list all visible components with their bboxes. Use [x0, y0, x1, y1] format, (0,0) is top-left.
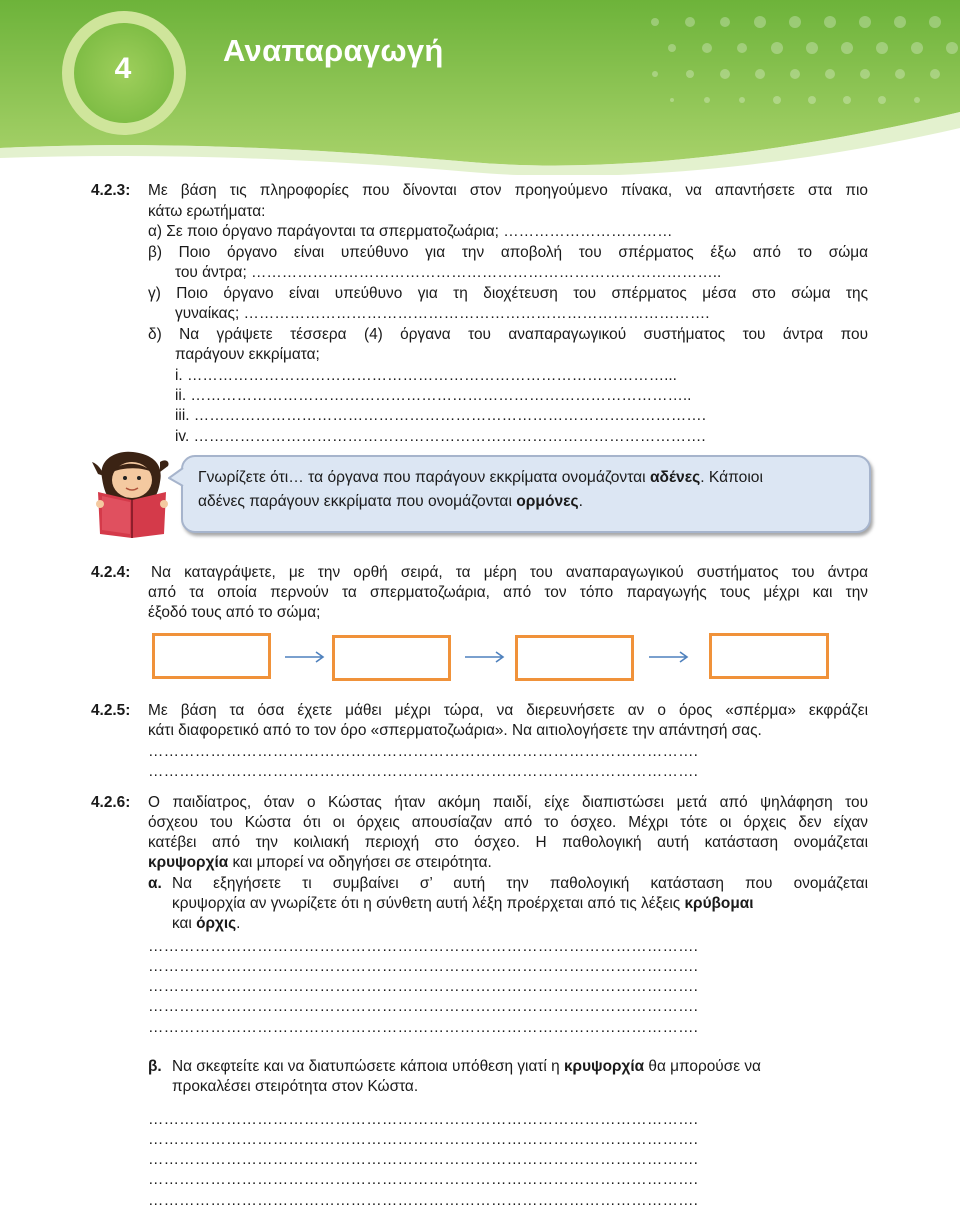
- term-orchis: όρχις: [196, 915, 237, 932]
- answer-line[interactable]: …………………………………………………………………………………………….: [148, 1131, 699, 1148]
- term-cryptorchidism: κρυψορχία: [148, 854, 229, 871]
- q426-b-line-1: [172, 1057, 761, 1078]
- reading-girl-illustration: [88, 448, 174, 538]
- answer-line[interactable]: …………………………………………………………………………………………….: [148, 1019, 699, 1036]
- callout-text: [198, 466, 763, 514]
- q426-line-3: κατέβει από την κοιλιακή περιοχή στο όσχεο. Η παθολογική αυτή κατάσταση ονομάζεται: [148, 834, 868, 851]
- term-cryptorchidism: κρυψορχία: [563, 1058, 645, 1075]
- term-kryvomai: κρύβομαι: [684, 895, 754, 912]
- answer-line[interactable]: …………………………………………………………………………………………….: [148, 1192, 699, 1209]
- sequence-box-2[interactable]: [332, 635, 451, 681]
- q423-part-b-line-2: του άντρα; ………………………………………………………………………………..: [175, 264, 722, 281]
- callout-line-1-end: . Κάποιοι: [700, 469, 763, 486]
- header-banner: [0, 0, 960, 175]
- sequence-box-1[interactable]: [152, 633, 271, 679]
- callout-line-1: [198, 466, 763, 490]
- callout-line-2: [198, 490, 763, 514]
- arrow-right-icon: [464, 650, 506, 664]
- callout-line-2-end: .: [578, 493, 584, 510]
- callout-line-2-text: αδένες παράγουν εκκρίματα που ονομάζονται: [198, 493, 517, 510]
- q426-a-line-3: [172, 914, 240, 935]
- callout-line-1-text: Γνωρίζετε ότι… τα όργανα που παράγουν εκκρίματα ονομάζονται: [198, 469, 650, 486]
- part-a-label: α.: [148, 875, 162, 892]
- q423-part-c-line-2: γυναίκας; ……………………………………………………………………………….: [175, 305, 710, 322]
- q423-intro-line-1: Με βάση τις πληροφορίες που δίνονται στον προηγούμενο πίνακα, να απαντήσετε στα πιο: [148, 182, 868, 199]
- sequence-box-4[interactable]: [709, 633, 829, 679]
- q424-line-2: από τα οποία περνούν τα σπερματοζωάρια, από τον τόπο παραγωγής τους μέχρι και την: [148, 584, 868, 601]
- q426-a-line-2: [172, 894, 753, 915]
- answer-line-ii[interactable]: ii. ……………………………………………………………………………………..: [175, 387, 692, 404]
- callout-keyword-hormones: ορμόνες: [516, 493, 579, 510]
- answer-line[interactable]: …………………………………………………………………………………………….: [148, 978, 699, 995]
- q423-part-c-line-1: γ) Ποιο όργανο είναι υπεύθυνο για τη διοχέτευση του σπέρματος μέσα στο σώμα της: [148, 285, 868, 302]
- q423-part-b-line-1: β) Ποιο όργανο είναι υπεύθυνο για την αποβολή του σπέρματος έξω από το σώμα: [148, 244, 868, 261]
- answer-line-i[interactable]: i. …………………………………………………………………………………...: [175, 367, 677, 384]
- arrow-right-icon: [284, 650, 326, 664]
- q423-part-a: α) Σε ποιο όργανο παράγονται τα σπερματοζωάρια; ……………………………: [148, 223, 673, 240]
- q426-a-line-3-end: .: [236, 915, 241, 932]
- chapter-number: 4: [114, 52, 132, 85]
- q426-line-2: όσχεου του Κώστα ότι οι όρχεις απουσίαζαν από το όσχεο. Μέχρι τότε οι όρχεις δεν είχαν: [148, 814, 868, 831]
- q424-line-1: Να καταγράψετε, με την ορθή σειρά, τα μέρη του αναπαραγωγικού συστήματος του άντρα: [151, 564, 868, 581]
- q424-line-3: έξοδό τους από το σώμα;: [148, 604, 321, 621]
- q423-part-d-line-2: παράγουν εκκρίματα;: [175, 346, 320, 363]
- question-number-4-2-3: 4.2.3:: [91, 182, 131, 199]
- chapter-title: Αναπαραγωγή: [223, 33, 444, 68]
- q426-line-4: [148, 853, 492, 874]
- q426-line-4-text: και μπορεί να οδηγήσει σε στειρότητα.: [228, 854, 492, 871]
- q426-a-line-1: Να εξηγήσετε τι συμβαίνει σ’ αυτή την παθολογική κατάσταση που ονομάζεται: [172, 875, 868, 892]
- arrow-right-icon: [648, 650, 690, 664]
- answer-line[interactable]: …………………………………………………………………………………………….: [148, 743, 699, 760]
- answer-line[interactable]: …………………………………………………………………………………………….: [148, 1171, 699, 1188]
- part-b-label: β.: [148, 1058, 162, 1075]
- chapter-header: [0, 0, 960, 175]
- answer-line[interactable]: …………………………………………………………………………………………….: [148, 958, 699, 975]
- q426-a-line-3-text: και: [172, 915, 197, 932]
- q426-line-1: Ο παιδίατρος, όταν ο Κώστας ήταν ακόμη παιδί, είχε διαπιστώσει μετά από ψηλάφηση του: [148, 794, 868, 811]
- q426-b-line-1-text: Να σκεφτείτε και να διατυπώσετε κάποια υπόθεση γιατί η: [172, 1058, 564, 1075]
- q425-line-1: Με βάση τα όσα έχετε μάθει μέχρι τώρα, να διερευνήσετε αν ο όρος «σπέρμα» εκφράζει: [148, 702, 868, 719]
- answer-line[interactable]: …………………………………………………………………………………………….: [148, 1111, 699, 1128]
- q423-part-d-line-1: δ) Να γράψετε τέσσερα (4) όργανα του αναπαραγωγικού συστήματος του άντρα που: [148, 326, 868, 343]
- q425-line-2: κάτι διαφορετικό από το τον όρο «σπερματοζωάρια». Να αιτιολογήσετε την απάντησή σας.: [148, 722, 762, 739]
- answer-line[interactable]: …………………………………………………………………………………………….: [148, 763, 699, 780]
- answer-line[interactable]: …………………………………………………………………………………………….: [148, 998, 699, 1015]
- q426-b-line-2: προκαλέσει στειρότητα στον Κώστα.: [172, 1078, 419, 1095]
- answer-line[interactable]: …………………………………………………………………………………………….: [148, 938, 699, 955]
- q426-b-line-1-end: θα μπορούσε να: [644, 1058, 761, 1075]
- q423-intro-line-2: κάτω ερωτήματα:: [148, 203, 266, 220]
- answer-line-iii[interactable]: iii. ……………………………………………………………………………………….: [175, 407, 706, 424]
- question-number-4-2-6: 4.2.6:: [91, 794, 131, 811]
- sequence-box-3[interactable]: [515, 635, 634, 681]
- callout-keyword-glands: αδένες: [649, 469, 701, 486]
- answer-line[interactable]: …………………………………………………………………………………………….: [148, 1151, 699, 1168]
- question-number-4-2-5: 4.2.5:: [91, 702, 131, 719]
- answer-line-iv[interactable]: iv. ……………………………………………………………………………………….: [175, 428, 706, 445]
- q426-a-line-2-text: κρυψορχία αν γνωρίζετε ότι η σύνθετη αυτή λέξη προέρχεται από τις λέξεις: [172, 895, 685, 912]
- question-number-4-2-4: 4.2.4:: [91, 564, 131, 581]
